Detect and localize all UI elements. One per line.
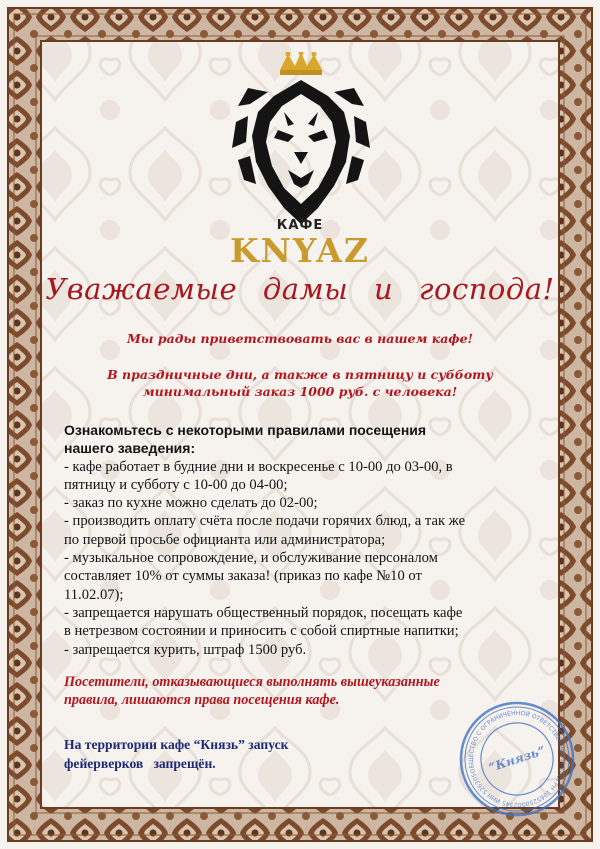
logo-name: KNYAZ [230,231,370,270]
refusal-line-2: правила, лишаются права посещения кафе. [64,692,340,708]
rule-line: - заказ по кухне можно сделать до 02-00; [64,495,318,512]
lion-logo [228,52,374,228]
rule-line: 11.02.07); [64,586,124,603]
rule-line: - музыкальное сопровождение, и обслуживание персоналом [64,550,438,567]
rules-heading-line-2: нашего заведения: [64,440,196,457]
holiday-line-1: В праздничные дни, а также в пятницу и субботу [107,367,493,382]
rule-line: - производить оплату счёта после подачи горячих блюд, а так же [64,513,466,530]
refusal-line-1: Посетители, отказывающиеся выполнять вышеуказанные [64,674,440,690]
rule-line: по первой просьбе официанта или администратора; [64,531,386,548]
company-stamp [458,700,576,818]
rule-line: - запрещается курить, штраф 1500 руб. [64,641,307,658]
stamp-center-text: “Князь” [486,743,548,775]
rules-heading-line-1: Ознакомьтесь с некоторыми правилами посещения [64,422,427,438]
rule-line: в нетрезвом состоянии и приносить с собой спиртные напитки; [64,623,459,640]
fireworks-line-2: фейерверков запрещён. [64,756,216,771]
rule-line: составляет 10% от суммы заказа! (приказ по кафе №10 от [64,568,422,585]
rule-line: пятницу и субботу с 10-00 до 04-00; [64,476,288,493]
lion-head-icon [232,80,370,224]
fireworks-notice [64,735,484,773]
fireworks-line-1: На территории кафе “Князь” запуск [64,737,289,752]
stamp-ring-text: ОБЩЕСТВО С ОГРАНИЧЕННОЙ ОТВЕТСТВЕННОСТЬЮ ОГРН 1065250002345 ИНН 5263051456 [467,709,567,809]
rule-line: - запрещается нарушать общественный порядок, посещать кафе [64,604,463,621]
welcome-text: Мы рады приветствовать вас в нашем кафе! [126,331,474,346]
crown-icon [280,52,322,75]
logo-cafe-label: КАФЕ [276,218,324,233]
greeting-heading: Уважаемые дамы и господа! [45,272,555,306]
rule-line: - кафе работает в будние дни и воскресенье с 10-00 до 03-00, в [64,458,453,475]
holiday-line-2: минимальный заказ 1000 руб. с человека! [142,384,458,399]
rules-block [64,421,536,659]
